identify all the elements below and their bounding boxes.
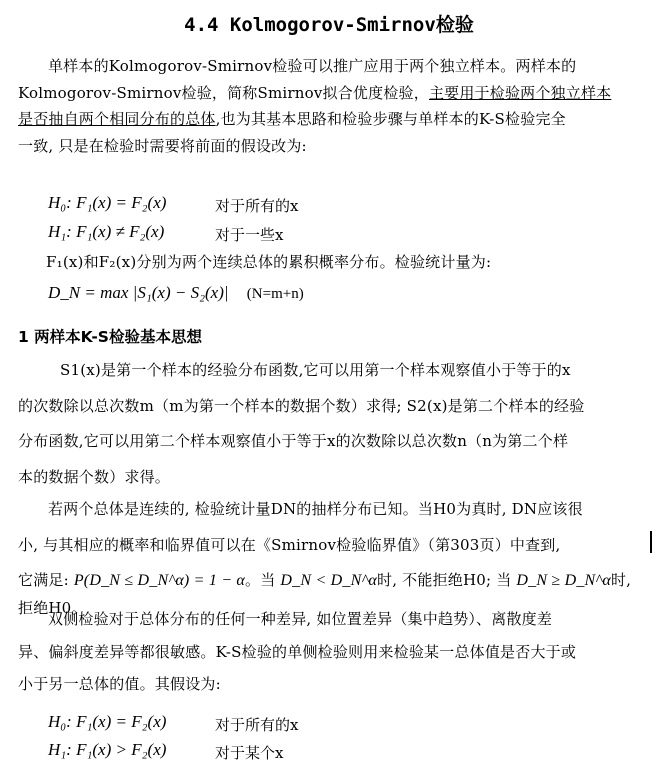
intro-line-3	[18, 106, 650, 133]
statistic-formula	[48, 283, 304, 303]
s2-line-2: 小, 与其相应的概率和临界值可以在《Smirnov检验临界值》（第303页）中查到,	[18, 535, 561, 554]
text-cursor	[650, 531, 652, 553]
h1-formula-2: H₁: F₁(x) > F₂(x)	[48, 740, 167, 759]
s2-line-3d: 时, 拒绝H0。	[18, 571, 632, 617]
h1-formula: H₁: F₁(x) ≠ F₂(x)	[48, 222, 165, 241]
hypothesis2-h1	[48, 740, 166, 760]
intro-line-3b: ,也为其基本思路和检验步骤与单样本的K-S检验完全	[215, 110, 566, 128]
s2-line-3c: 时, 不能拒绝H0; 当	[377, 571, 512, 589]
s1-line-4: 本的数据个数）求得。	[18, 467, 171, 486]
h0-condition-2: 对于所有的x	[215, 716, 299, 734]
s2-line-1: 若两个总体是连续的, 检验统计量DN的抽样分布已知。当H0为真时, DN应该很	[48, 500, 583, 518]
section2-paragraph	[18, 496, 650, 621]
h0-formula: H₀: F₁(x) = F₂(x)	[48, 193, 167, 212]
s1-line-3: 分布函数,它可以用第二个样本观察值小于等于x的次数除以总次数n（n为第二个样	[18, 432, 569, 450]
page-title: 4.4 Kolmogorov-Smirnov检验	[184, 14, 474, 36]
hypothesis-h0	[48, 193, 166, 213]
s2-line-3a: 它满足:	[18, 571, 69, 589]
dn-note: (N=m+n)	[246, 286, 304, 302]
s1-line-1: S1(x)是第一个样本的经验分布函数,它可以用第一个样本观察值小于等于的x	[60, 361, 571, 379]
section3-paragraph	[18, 606, 650, 698]
h0-formula-2: H₀: F₁(x) = F₂(x)	[48, 712, 167, 731]
intro-paragraph	[18, 53, 650, 159]
h1-condition-2: 对于某个x	[215, 744, 284, 762]
section1-paragraph	[18, 357, 650, 490]
reject-cond-1: D_N < D_N^α	[280, 572, 378, 589]
reject-cond-2: D_N ≥ D_N^α	[516, 572, 611, 589]
prob-formula: P(D_N ≤ D_N^α) = 1 − α	[73, 572, 246, 589]
intro-line-4: 一致, 只是在检验时需要将前面的假设改为:	[18, 136, 307, 155]
h0-condition: 对于所有的x	[215, 197, 299, 215]
s2-line-3b: 。当	[245, 571, 276, 589]
s3-line-3: 小于另一总体的值。其假设为:	[18, 675, 221, 693]
dn-formula: D_N = max |S₁(x) − S₂(x)|	[48, 283, 229, 302]
section-heading: 1 两样本K-S检验基本思想	[18, 328, 202, 346]
intro-underlined-2: 是否抽自两个相同分布的总体	[18, 110, 216, 128]
hypothesis-h1	[48, 222, 164, 242]
intro-underlined-1: 主要用于检验两个独立样本	[428, 83, 612, 102]
distribution-line: F₁(x)和F₂(x)分别为两个连续总体的累积概率分布。检验统计量为:	[46, 253, 492, 271]
hypothesis2-h0	[48, 712, 166, 732]
intro-line-2	[18, 80, 650, 107]
s3-line-2: 异、偏斜度差异等都很敏感。K-S检验的单侧检验则用来检验某一总体值是否大于或	[18, 642, 577, 661]
s1-line-2: 的次数除以总次数m（m为第一个样本的数据个数）求得; S2(x)是第二个样本的经验	[18, 396, 585, 415]
h1-condition: 对于一些x	[215, 226, 284, 244]
s3-line-1: 双侧检验对于总体分布的任何一种差异, 如位置差异（集中趋势）、离散度差	[48, 610, 553, 628]
intro-line-2a: Kolmogorov-Smirnov检验，简称Smirnov拟合优度检验，	[18, 83, 429, 102]
intro-line-1: 单样本的Kolmogorov-Smirnov检验可以推广应用于两个独立样本。两样本的	[48, 57, 577, 75]
